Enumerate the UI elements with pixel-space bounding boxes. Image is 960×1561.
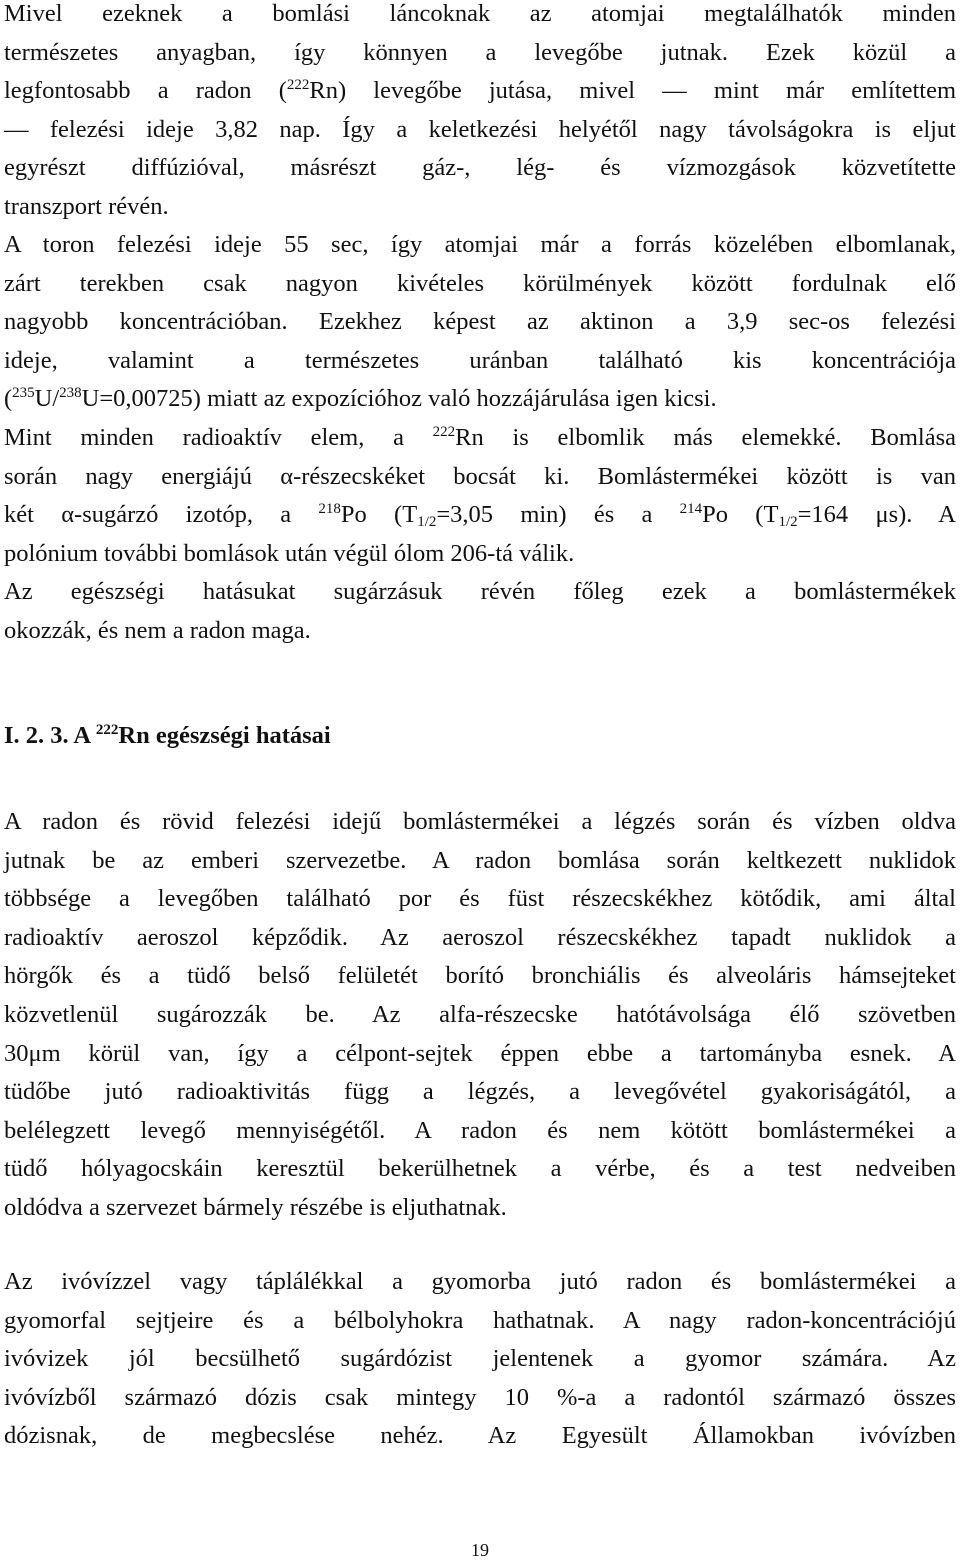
text-line: ($^{235}$U/$^{238}$U=0,00725) miatt az expozícióhoz való hozzájárulása igen kicsi.: [4, 385, 717, 413]
text-line: két α-sugárzó izotóp, a $^{218}$Po ($T_{1/2}=3,05$ min) és a $^{214}$Po ($T_{1/2}=164$ μs). A: [4, 501, 956, 530]
text-line: közvetlenül sugározzák be. Az alfa-részecske hatótávolsága élő szövetben: [4, 1000, 956, 1028]
text-line: dózisnak, de megbecslése nehéz. Az Egyesült Államokban ivóvízben: [4, 1422, 956, 1450]
paragraph-decay-products: [4, 419, 956, 573]
text-line: Mivel ezeknek a bomlási láncoknak az atomjai megtalálhatók minden: [4, 0, 956, 27]
isotope-mass-number: 222: [95, 722, 119, 738]
half-life-subscript: 1/2: [778, 513, 798, 530]
isotope-mass-number: 218: [318, 501, 341, 518]
text-line: során nagy energiájú α-részecskéket bocsát ki. Bomlástermékei között is van: [4, 462, 956, 490]
text-line: Mint minden radioaktív elem, a $^{222}$Rn is elbomlik más elemekké. Bomlása: [4, 424, 956, 451]
text-line: ivóvízből származó dózis csak mintegy 10 %-a a radontól származó összes: [4, 1383, 956, 1411]
text-line: 30μm körül van, így a célpont-sejtek éppen ebbe a tartományba esnek. A: [4, 1039, 956, 1067]
text-line: oldódva a szervezet bármely részébe is eljuthatnak.: [4, 1193, 507, 1221]
text-line: Az ivóvízzel vagy táplálékkal a gyomorba jutó radon és bomlástermékei a: [4, 1268, 956, 1295]
paragraph-ingestion: [4, 1263, 956, 1456]
text-line: belélegzett levegő mennyiségétől. A radon és nem kötött bomlástermékei a: [4, 1116, 956, 1144]
text-line: okozzák, és nem a radon maga.: [4, 616, 311, 644]
text-line: gyomorfal sejtjeire és a bélbolyhokra hathatnak. A nagy radon-koncentrációjú: [4, 1306, 956, 1334]
text-line: A toron felezési ideje 55 sec, így atomjai már a forrás közelében elbomlanak,: [4, 231, 956, 258]
text-line: A radon és rövid felezési idejű bomlástermékei a légzés során és vízben oldva: [4, 808, 956, 835]
isotope-mass-number: 222: [432, 424, 456, 440]
text-line: tüdőbe jutó radioaktivitás függ a légzés, a levegővétel gyakoriságától, a: [4, 1078, 956, 1106]
text-line: legfontosabb a radon ($^{222}$Rn) levegőbe jutása, mivel — mint már említettem: [4, 77, 957, 105]
text-line: ideje, valamint a természetes uránban található kis koncentrációja: [4, 346, 956, 374]
text-line: Az egészségi hatásukat sugárzásuk révén főleg ezek a bomlástermékek: [4, 578, 956, 605]
half-life-subscript: 1/2: [417, 513, 437, 530]
section-heading: I. 2. 3. A $^{222}$Rn egészségi hatásai: [4, 722, 331, 749]
text-line: egyrészt diffúzióval, másrészt gáz-, lég- és vízmozgások közvetítette: [4, 154, 956, 182]
text-line: ivóvizek jól becsülhető sugárdózist jelentenek a gyomor számára. Az: [4, 1345, 956, 1373]
isotope-mass-number: 238: [59, 385, 82, 402]
paragraph-health-effects-intro: [4, 573, 956, 650]
paragraph-thoron-actinon: [4, 226, 956, 419]
isotope-mass-number: 214: [679, 501, 703, 518]
text-line: radioaktív aeroszol képződik. Az aeroszol részecskékhez tapadt nuklidok a: [4, 923, 956, 951]
text-line: többsége a levegőben található por és füst részecskékhez kötődik, ami által: [4, 885, 956, 913]
isotope-mass-number: 222: [286, 77, 310, 94]
text-line: polónium további bomlások után végül ólom 206-tá válik.: [4, 539, 575, 567]
text-line: zárt terekben csak nagyon kivételes körülmények között fordulnak elő: [4, 269, 956, 297]
paragraph-inhalation: [4, 803, 956, 1228]
text-line: — felezési ideje 3,82 nap. Így a keletkezési helyétől nagy távolságokra is eljut: [4, 115, 956, 143]
paragraph-radon-decay-chain: [4, 0, 956, 227]
text-line: hörgők és a tüdő belső felületét borító bronchiális és alveoláris hámsejteket: [4, 962, 956, 990]
text-line: nagyobb koncentrációban. Ezekhez képest az aktinon a 3,9 sec-os felezési: [4, 308, 956, 336]
text-line: jutnak be az emberi szervezetbe. A radon bomlása során keltkezett nuklidok: [4, 846, 956, 874]
isotope-mass-number: 235: [12, 385, 35, 402]
text-line: tüdő hólyagocskáin keresztül bekerülhetnek a vérbe, és a test nedveiben: [4, 1155, 956, 1183]
text-line: természetes anyagban, így könnyen a levegőbe jutnak. Ezek közül a: [4, 38, 956, 66]
text-line: transzport révén.: [4, 192, 169, 220]
page-number: 19: [471, 1540, 489, 1560]
